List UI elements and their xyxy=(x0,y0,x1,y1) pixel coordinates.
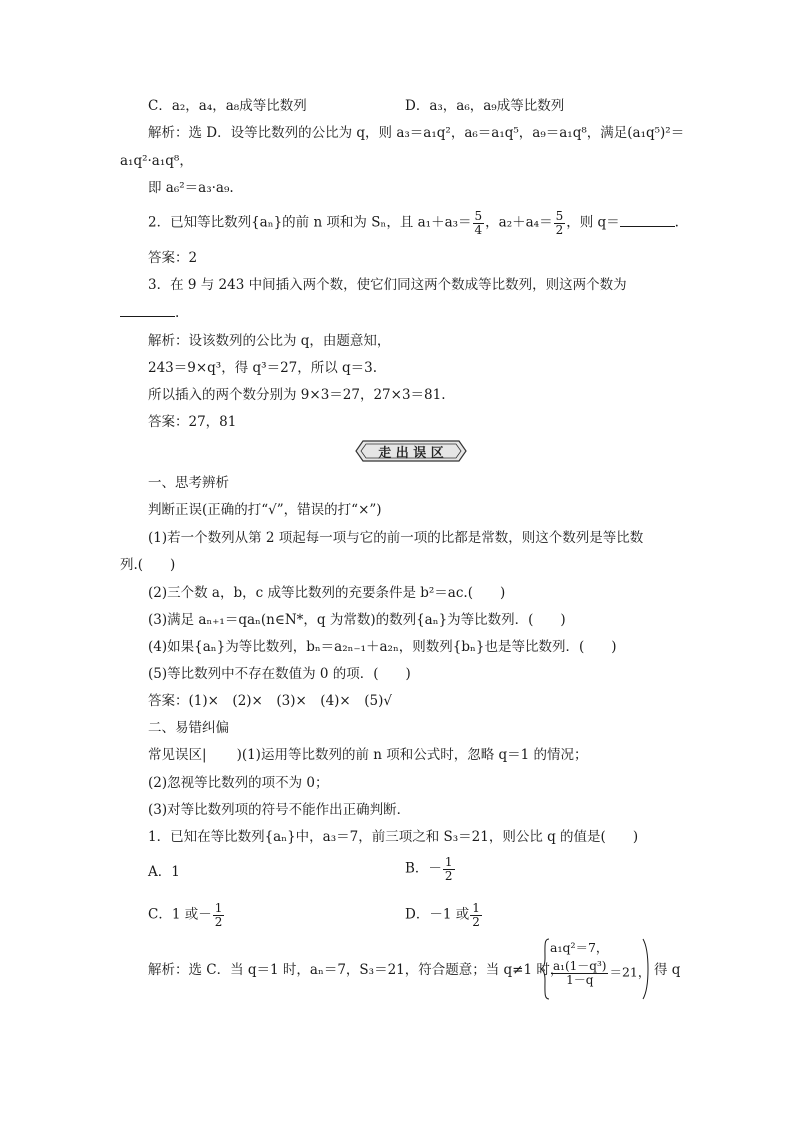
common-errors-line-3: (3)对等比数列项的符号不能作出正确判断． xyxy=(148,802,411,818)
fraction xyxy=(470,902,482,928)
question-2-text-c: ，则 q＝ xyxy=(566,214,620,231)
judge-instruction: 判断正误(正确的打“√”，错误的打“×”) xyxy=(148,502,382,518)
numerator: 5 xyxy=(555,209,564,223)
numerator: 1 xyxy=(472,901,480,915)
denominator: 2 xyxy=(214,914,223,929)
analysis-3-line-1: 解析：设该数列的公比为 q，由题意知， xyxy=(148,333,391,349)
fraction xyxy=(554,210,566,236)
problem-1-option-a: A．1 xyxy=(148,864,180,880)
analysis-3-line-2: 243＝9×q³，得 q³＝27，所以 q＝3. xyxy=(148,360,378,376)
common-errors-line-2: (2)忽视等比数列的项不为 0； xyxy=(148,775,329,791)
question-3: 3．在 9 与 243 中间插入两个数，使它们同这两个数成等比数列，则这两个数为 xyxy=(148,277,627,293)
fraction xyxy=(551,960,608,986)
question-2-text-a: 2．已知等比数列{aₙ}的前 n 项和为 Sₙ，且 a₁＋a₃＝ xyxy=(148,214,472,231)
answer-2: 答案：2 xyxy=(148,250,198,266)
analysis-1-line-3: 即 a₆²＝a₃·a₉. xyxy=(148,180,234,196)
system-eq-2-right: ＝21， xyxy=(609,964,651,980)
denominator: 1－q xyxy=(566,972,594,987)
option-b-prefix: B．－ xyxy=(405,860,442,877)
problem-1-option-c xyxy=(148,902,225,928)
analysis-1-line-1: 解析：选 D．设等比数列的公比为 q，则 a₃＝a₁q²，a₆＝a₁q⁵，a₉＝a₁q⁸，满足(a₁q⁵)²＝ xyxy=(148,125,685,141)
question-2-text-b: ，a₂＋a₄＝ xyxy=(485,214,553,231)
option-c-prefix: C．1 或－ xyxy=(148,906,212,923)
common-errors-line-1 xyxy=(148,747,588,763)
problem-1: 1．已知在等比数列{aₙ}中，a₃＝7，前三项之和 S₃＝21，则公比 q 的值是( ) xyxy=(148,829,639,845)
fraction xyxy=(443,856,455,882)
left-brace xyxy=(540,938,550,1000)
answer-3: 答案：27，81 xyxy=(148,414,237,430)
numerator: 5 xyxy=(474,209,483,223)
judge-2: (2)三个数 a，b，c 成等比数列的充要条件是 b²＝ac.( ) xyxy=(148,585,506,601)
numerator: a₁(1－q³) xyxy=(553,959,607,973)
question-3-blank-line xyxy=(120,305,179,321)
judge-5: (5)等比数列中不存在数值为 0 的项．( ) xyxy=(148,666,411,682)
problem-1-option-b xyxy=(405,856,456,882)
analysis-1-line-2: a₁q²·a₁q⁸， xyxy=(120,153,193,169)
equation-system xyxy=(540,938,650,1000)
judge-1-line-1: (1)若一个数列从第 2 项起每一项与它的前一项的比都是常数，则这个数列是等比数 xyxy=(148,530,644,546)
option-d: D．a₃，a₆，a₉成等比数列 xyxy=(405,98,565,114)
period: . xyxy=(674,214,679,231)
judge-answer: 答案：(1)× (2)× (3)× (4)× (5)√ xyxy=(148,693,392,709)
denominator: 2 xyxy=(444,868,453,883)
answer-blank xyxy=(620,225,675,227)
right-brace xyxy=(642,938,650,1000)
system-eq-2 xyxy=(550,960,650,986)
answer-blank xyxy=(120,315,175,317)
numerator: 1 xyxy=(444,855,453,869)
analysis-3-line-3: 所以插入的两个数分别为 9×3＝27，27×3＝81. xyxy=(148,387,446,403)
period: . xyxy=(175,305,180,321)
section-2-heading: 二、易错纠偏 xyxy=(148,720,229,736)
common-errors-label: 常见误区| xyxy=(148,747,207,763)
section-banner xyxy=(355,440,467,462)
option-c: C．a₂，a₄，a₈成等比数列 xyxy=(148,98,307,114)
option-d-prefix: D．－1 或 xyxy=(405,906,470,923)
analysis-last: 解析：选 C．当 q＝1 时，aₙ＝7，S₃＝21，符合题意；当 q≠1 时， xyxy=(148,962,564,978)
fraction xyxy=(473,210,485,236)
section-1-heading: 一、思考辨析 xyxy=(148,475,229,491)
banner-title: 走 出 误 区 xyxy=(378,446,444,461)
denominator: 2 xyxy=(472,914,480,929)
judge-1-line-2: 列.( ) xyxy=(120,557,176,573)
judge-3: (3)满足 aₙ₊₁＝qaₙ(n∈N*，q 为常数)的数列{aₙ}为等比数列．( ) xyxy=(148,612,566,628)
system-eq-1: a₁q²＝7， xyxy=(550,940,609,955)
judge-4: (4)如果{aₙ}为等比数列，bₙ＝a₂ₙ₋₁＋a₂ₙ，则数列{bₙ}也是等比数列．( ) xyxy=(148,639,617,655)
question-2 xyxy=(148,210,679,236)
denominator: 2 xyxy=(555,222,564,237)
common-errors-text: )(1)运用等比数列的前 n 项和公式时，忽略 q＝1 的情况； xyxy=(236,747,588,763)
fraction xyxy=(213,902,225,928)
problem-1-option-d xyxy=(405,902,483,928)
denominator: 4 xyxy=(474,222,483,237)
numerator: 1 xyxy=(214,901,223,915)
analysis-last-tail: 得 q xyxy=(654,962,681,978)
